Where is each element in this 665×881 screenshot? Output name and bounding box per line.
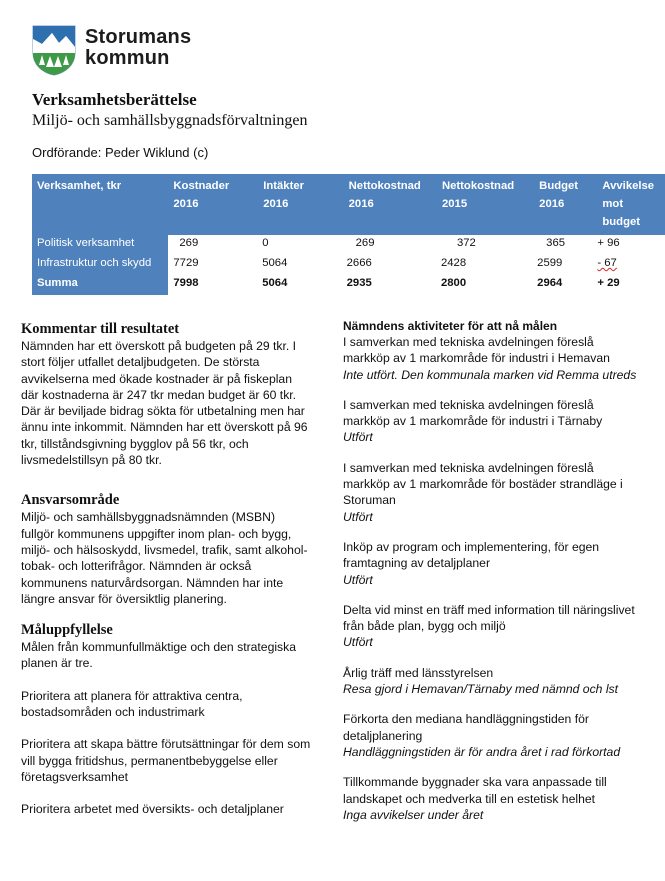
table-header-row [32,174,665,235]
activity-text: Förkorta den mediana handläggningstiden för detaljplanering [343,712,589,743]
activity-status: Resa gjord i Hemavan/Tärnaby med nämnd och lst [343,682,619,697]
table-row [32,235,665,255]
municipality-logo [32,25,76,76]
cell-costs: 7998 [168,275,258,295]
left-column [21,320,311,818]
header-cell-net-2015: Nettokostnad 2015 [437,174,534,235]
activity-text: Årlig träff med länsstyrelsen [343,665,494,680]
header-cell-budget: Budget 2016 [534,174,597,235]
header-cell-income: Intäkter 2016 [258,174,343,235]
activity-status: Inte utfört. Den kommunala marken vid Remma utreds [343,367,637,382]
goal-heading: Måluppfyllelse [21,622,113,639]
document-subtitle: Miljö- och samhällsbyggnadsförvaltningen [32,112,308,129]
cell-income: 0 [258,235,343,255]
activity-text: Tillkommande byggnader ska vara anpassade till landskapet och medverka till en estetisk helhet [343,775,607,806]
goal-item: Prioritera att skapa bättre förutsättningar för dem som vill bygga fritidshus, permanentbebyggelse eller företagsverksamhet [21,737,311,784]
cell-deviation: + 29 [597,275,665,295]
activity-item [343,711,643,760]
chairperson: Ordförande: Peder Wiklund (c) [32,145,209,160]
cell-net-2015: 372 [437,235,534,255]
header-cell-net-2016: Nettokostnad 2016 [344,174,437,235]
activity-status: Utfört [343,572,373,587]
activity-status: Utfört [343,635,373,650]
result-table [32,174,665,295]
cell-net-2015: 2428 [437,255,534,275]
activity-item [343,774,643,823]
right-column [343,318,643,823]
activity-status: Utfört [343,509,373,524]
activity-item [343,397,643,446]
activity-text: I samverkan med tekniska avdelningen föreslå markköp av 1 markområde för industri i Hemavan [343,335,610,366]
logo-wordmark [85,27,191,69]
cell-costs: 7729 [168,255,258,275]
cell-income: 5064 [258,275,343,295]
comment-text: Nämnden har ett överskott på budgeten på 29 tkr. I stort följer utfallet detaljbudgeten. De största avvikelserna med ökade kostnader är på fiskeplan där kostnaderna är 247 tkr medan budget är 60 tkr. Där är beviljade bidrag sökta för utbetalning men har ännu inte inkommit. Nämnden har ett överskott på 96 tkr, tillståndsgivning bygglov på 56 tkr, och livsmedelstillsyn på 80 tkr. [21,339,308,468]
cell-income: 5064 [258,255,343,275]
goal-item: Prioritera arbetet med översikts- och detaljplaner [21,802,284,817]
cell-costs: 269 [168,235,258,255]
logo-line2: kommun [85,47,170,69]
cell-net-2016: 2666 [344,255,437,275]
activity-text: I samverkan med tekniska avdelningen föreslå markköp av 1 markområde för bostäder strandläge i Storuman [343,460,623,508]
cell-net-2016: 269 [344,235,437,255]
activities-heading: Nämndens aktiviteter för att nå målen [343,319,558,333]
goal-item: Prioritera att planera för attraktiva centra, bostadsområden och industrimark [21,688,243,720]
row-label: Infrastruktur och skydd [32,255,168,275]
activity-status: Inga avvikelser under året [343,807,484,822]
table-row [32,275,665,295]
activity-status: Utfört [343,430,373,445]
cell-net-2016: 2935 [344,275,437,295]
activity-item [343,602,643,651]
cell-budget: 2964 [534,275,597,295]
activity-text: Inköp av program och implementering, för egen framtagning av detaljplaner [343,539,600,571]
activity-status: Handläggningstiden är för andra året i rad förkortad [343,744,621,759]
cell-budget: 365 [534,235,597,255]
responsibility-text: Miljö- och samhällsbyggnadsnämnden (MSBN) fullgör kommunens uppgifter inom plan- och bygg, miljö- och hälsoskydd, livsmedel, trafik, samt alkohol- tobak- och lotterifrågor. Nämnden är också kommunens naturvårdsorgan. Nämnden har inte längre ansvar för översiktlig planering. [21,510,308,606]
activity-item [343,334,643,383]
row-label: Politisk verksamhet [32,235,168,255]
activity-text: Delta vid minst en träff med information till näringslivet från både plan, bygg och miljö [343,602,635,634]
header-cell-deviation: Avvikelse mot budget [597,174,665,235]
logo-line1: Storumans [85,26,192,48]
cell-net-2015: 2800 [437,275,534,295]
table-row [32,255,665,275]
activity-item [343,665,643,698]
comment-heading: Kommentar till resultatet [21,321,180,337]
coat-of-arms-icon [32,25,76,76]
activity-item [343,460,643,525]
cell-deviation: + 96 [597,235,665,255]
header-cell-costs: Kostnader 2016 [168,174,258,235]
row-label: Summa [32,275,168,295]
cell-deviation: - 67 [597,255,665,275]
cell-budget: 2599 [534,255,597,275]
activity-item [343,539,643,588]
responsibility-heading: Ansvarsområde [21,492,120,509]
goal-item: Målen från kommunfullmäktige och den strategiska planen är tre. [21,640,297,671]
activity-text: I samverkan med tekniska avdelningen föreslå markköp av 1 markområde för industri i Tärnaby [343,397,603,429]
header-cell-activity: Verksamhet, tkr [32,174,168,235]
document-title: Verksamhetsberättelse [32,90,197,109]
